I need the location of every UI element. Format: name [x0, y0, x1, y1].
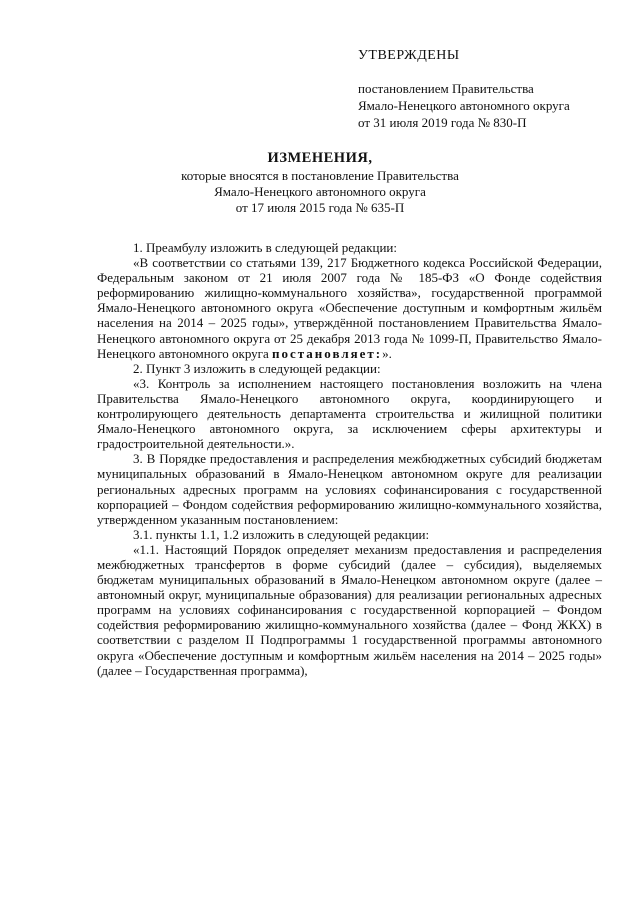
heading-line: от 17 июля 2015 года № 635-П — [235, 200, 405, 215]
approval-line: постановлением Правительства — [358, 81, 534, 96]
document-body — [97, 240, 602, 678]
paragraph — [97, 255, 602, 361]
approval-title: УТВЕРЖДЕНЫ — [358, 48, 460, 63]
heading-line: Ямало-Ненецкого автономного округа — [214, 184, 426, 199]
paragraph-text: ». — [382, 345, 392, 361]
paragraph: 1. Преамбулу изложить в следующей редакции: — [133, 240, 397, 255]
approval-block — [358, 47, 570, 131]
paragraph: 3.1. пункты 1.1, 1.2 изложить в следующей редакции: — [133, 526, 430, 542]
heading-title: ИЗМЕНЕНИЯ, — [267, 150, 373, 166]
paragraph: 2. Пункт 3 изложить в следующей редакции: — [133, 360, 381, 376]
paragraph: «1.1. Настоящий Порядок определяет механизм предоставления и распределения межбюджетных трансфертов в форме субсидий (далее – субсидия), выделяемых бюджетам муниципальных образований в Ямало-Ненецком автономном округе (далее – автономный округ, муниципальные образования) для реализации региональных адресных программ на условиях софинансирования с государственной корпорацией – Фондом содействия реформированию жилищно-коммунального хозяйства (далее – Фонд ЖКХ) в соответствии с разделом II Подпрограммы 1 государственной программы автономного округа «Обеспечение доступным и комфортным жильём населения на 2014 – 2025 годы» (далее – Государственная программа), — [97, 541, 602, 678]
document-heading — [0, 150, 640, 216]
heading-line: которые вносятся в постановление Правительства — [181, 168, 459, 183]
approval-line: от 31 июля 2019 года № 830-П — [358, 115, 527, 130]
paragraph-text: «В соответствии со статьями 139, 217 Бюджетного кодекса Российской Федерации, Федеральным законом от 21 июля 2007 года № 185-ФЗ «О Фонде содействия реформированию жилищно-коммунального хозяйства», государственной программой Ямало-Ненецкого автономного округа «Обеспечение доступным и комфортным жильём населения на 2014 – 2025 годы», утверждённой постановлением Правительства Ямало-Ненецкого автономного округа от 25 декабря 2013 года № 1099-П, Правительство Ямало-Ненецкого автономного округа — [97, 255, 602, 361]
spaced-keyword: постановляет: — [272, 345, 383, 361]
paragraph: 3. В Порядке предоставления и распределения межбюджетных субсидий бюджетам муниципальных образований в Ямало-Ненецком автономном округе для реализации региональных адресных программ на условиях софинансирования с государственной корпорацией – Фондом содействия реформированию жилищно-коммунального хозяйства, утвержденном указанным постановлением: — [97, 451, 602, 527]
paragraph: «3. Контроль за исполнением настоящего постановления возложить на члена Правительства Ямало-Ненецкого автономного округа, координирующего и контролирующего деятельность департамента строительства и жилищной политики Ямало-Ненецкого автономного округа, за исключением сферы архитектуры и градостроительной деятельности.». — [97, 375, 602, 452]
approval-line: Ямало-Ненецкого автономного округа — [358, 98, 570, 113]
